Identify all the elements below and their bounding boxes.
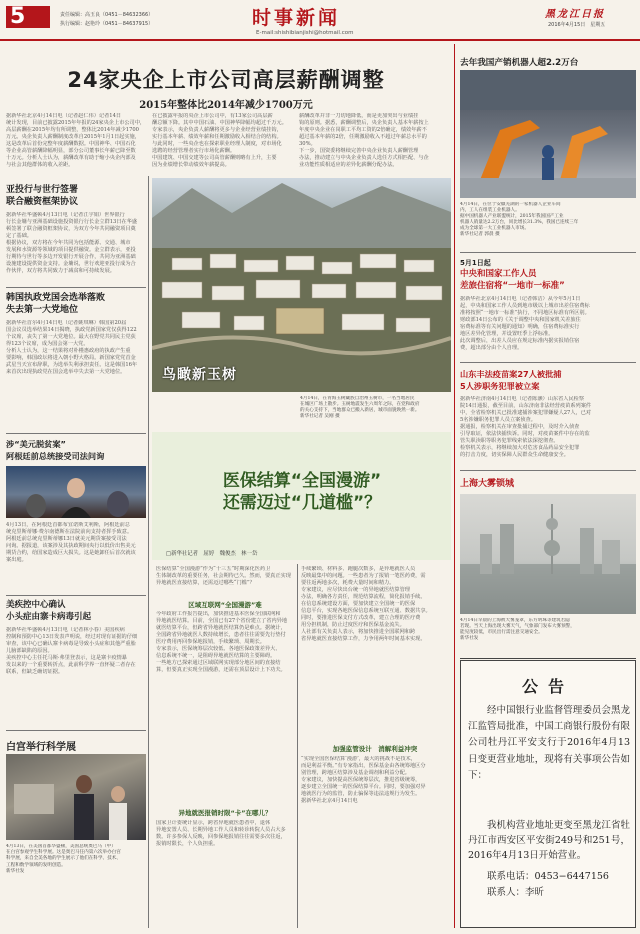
text-line: 医保结算“全国漫游”作为“十三五”时期深化医药卫	[156, 566, 271, 572]
page-header	[0, 0, 640, 34]
text-line: 钩的原则。据悉，薪酬调整后，央企负责人基本年薪按上	[299, 120, 429, 126]
text-line: 作伙伴，双方将共同致力于减贫和可持续发展。	[6, 268, 115, 274]
text-line: 下一步，国资委将继续完善中央企业负责人薪酬管理	[299, 148, 419, 154]
text-line: 的关心支持下，当地群众已搬入新居，城市面貌焕然一新。	[300, 408, 420, 413]
text-line: 美疾控中心主任托马斯·弗里登表示，这是寨卡疫情暴	[6, 655, 127, 661]
text-line: 若现。当天上海出现大雾天气，气象部门发布大雾预警，	[460, 624, 575, 629]
text-line: 生体制改革的重要任务，社会期待已久。然而，要真正实现	[156, 573, 291, 579]
text-line: 宿费标准等有关问题的通知》明确，住宿费标准实行	[460, 324, 580, 330]
text-line: 据新华社北京4月14日电（记者赵仁伟）记者14日	[6, 113, 122, 119]
notice-phone: 联系电话：0453−6447156	[487, 871, 609, 882]
text-line: 儿脑部缺陷的原因。	[6, 648, 53, 654]
text-line: 案出庭。	[6, 557, 27, 563]
col-divider-left	[148, 176, 149, 928]
fog-skyline-drawing	[460, 494, 636, 614]
text-line: 根据协议，双方将在今年共同为包括能源、交通、城市	[6, 240, 131, 246]
text-line: 异地就医直接结算，还需迈过哪些“门槛”？	[156, 580, 255, 586]
text-line: 个议席，丧失了第一大党地位。最大在野党共同民主党获	[6, 334, 136, 340]
science-fair-figures	[6, 754, 146, 840]
fog-caption	[460, 618, 636, 654]
text-line: 行长金墉与亚洲基础设施投资银行行长金立群13日在华盛	[6, 219, 138, 225]
divider	[6, 595, 146, 596]
rank-headline: 中央和国家工作人员 差旅住宿将“一地市一标准”	[460, 269, 565, 291]
text-line: 据通报，检察机关在审查批捕过程中，及时介入侦查	[460, 424, 580, 430]
text-line: 成为全球第一大工业机器人市场。	[460, 226, 529, 231]
header-email: E-mail:shishibianjishi@hotmail.com	[256, 30, 354, 36]
divider	[6, 730, 146, 731]
text-line: 来首次出现执政党在国会选举中失去第一大党地位。	[6, 369, 126, 375]
text-line: 据新华社北京4月14日电（记者韩洁）从今年5月1日	[460, 296, 581, 302]
text-line: 省异地就医直接结算工作，力争用两年时间基本实现。	[301, 636, 426, 642]
text-line: 引导取证，依法快捕快诉。同时，对疫苗案件中存在的监	[460, 431, 590, 437]
divider	[460, 470, 636, 471]
text-line: 等企业高管薪酬降幅明显，部分公司董事长年薪已降至数	[6, 148, 136, 154]
text-line: 期货合约，给国家造成巨大损失。这是她卸任后首次就该	[6, 550, 136, 556]
text-line: 中，全省检察机关已批准逮捕涉案犯罪嫌疑人27人，已对	[460, 410, 592, 416]
text-line: 算，但要真正实现全国漫游，还需在顶层设计上下功夫。	[156, 667, 286, 673]
text-line: 据中国机器人产业联盟统计，2015年我国国产工业	[460, 214, 564, 219]
text-line: 异地安置人员、长期异地工作人员和转诊转院人员占大多	[156, 827, 286, 833]
left-article-1-title: 亚投行与世行签署 联合融资框架协议	[6, 185, 79, 207]
robot-caption	[460, 202, 636, 250]
lead-body-1	[6, 113, 147, 173]
text-line: 在已披露年报的央企上市公司中，有13家公司高层薪	[152, 113, 273, 119]
text-line: 此次调整后，出差人员应在规定标准内据实报销住宿	[460, 338, 580, 344]
lead-body-3	[299, 113, 449, 173]
text-line: 数。许多参保人反映，回参保地报销往往需要多次往返，	[156, 834, 286, 840]
text-line: 手续繁琐、材料多、跑腿次数多，是异地就医人员	[301, 566, 416, 572]
text-line: 新华社发	[460, 636, 479, 641]
robot-photo	[460, 70, 636, 198]
text-line: 准将按照“一地市一标准”执行，不同地区标准有所区别。	[460, 310, 590, 316]
left-article-1-body	[6, 212, 146, 284]
header-rule	[0, 39, 640, 41]
text-line: 业功能性质相适应的差异化薪酬分配办法。	[299, 162, 398, 168]
text-line: 阿根廷前总统克里斯蒂娜13日就美元期货案接受司法	[6, 536, 127, 542]
text-line: 据新华社华盛顿4月13日电（记者江宇娟）世界银行	[6, 212, 125, 218]
yibao-sub1-body	[156, 611, 294, 793]
notice-body-2: 我机构营业地址更变至黑龙江省牡丹江市西安区平安街249号和251号，2016年4月13日开始营业。	[468, 820, 630, 862]
rank-date: 5月1日起	[460, 259, 491, 267]
text-line: 在城区广场上散步。玉树地震发生六周年之际，在党和政府	[300, 402, 420, 407]
header-date: 2016年4月15日 星期五	[548, 22, 606, 28]
text-line: 定了基础。	[6, 233, 32, 239]
text-line: 顿签署了联合融资框架协议，为双方今年共同融资项目奠	[6, 226, 136, 232]
text-line: 武星当天宣布辞职，为选举失利承担责任。这是韩国16年	[6, 362, 138, 368]
text-line: 5名涉嫌职务犯罪人员立案侦查。	[460, 417, 536, 423]
text-line: 4月14日，在青海玉树藏族自治州玉树市，一名当地居民	[300, 396, 415, 401]
argentina-photo-figure	[6, 466, 146, 518]
text-line: 这是改革后首份完整年度薪酬数据。中国神华、中国石化	[6, 141, 136, 147]
text-line: 4月13日，在美国首都华盛顿，美国总统奥巴马（中）	[6, 844, 116, 849]
divider	[6, 287, 146, 288]
text-line: 管失职渎职等职务犯罪线索依法深挖彻查。	[460, 438, 559, 444]
text-line: 异地就医结算。目前，全国已有27个省份建立了省内异地	[156, 618, 288, 624]
text-line: 新华社记者 吴刚 摄	[300, 414, 340, 419]
left-article-2-body	[6, 320, 146, 428]
yibao-intro	[156, 566, 294, 596]
text-line: 反映最集中的问题。一些患者为了报销一笔医药费，需	[301, 573, 426, 579]
text-line: 30%。	[299, 141, 316, 147]
text-line: 地区差异化管理，并设置旺季上浮标准。	[460, 331, 554, 337]
section-title: 时事新闻	[252, 7, 341, 29]
yibao-sub2: 异地就医报销时限“卡”在哪儿？	[178, 809, 272, 817]
text-line: 起，中央和国家工作人员到地市级以上城市出差住宿费标	[460, 303, 590, 309]
text-line: 检察机关表示，将继续加大对危害食品药品安全犯罪	[460, 445, 580, 451]
header-exec-editor: 执行编辑：赵艳玲（0451－84637915）	[60, 21, 154, 27]
left-article-4-body	[6, 627, 146, 727]
text-line: 超过基本年薪的2倍，任期激励收入不超过年薪总水平的	[299, 134, 427, 140]
yibao-byline: □新华社记者 屈婷 魏俊杰 林一岱	[166, 551, 258, 557]
text-line: 科学展，来自全美各地的学生展示了他们在科学、技术、	[6, 856, 121, 862]
text-line: 年度中央企业在岗职工平均工资的2倍确定，绩效年薪不	[299, 127, 427, 133]
text-line: 信息平台，实现各地医保信息系统互联互通、数据共享。	[301, 608, 431, 614]
text-line: 酬总额下降。其中中国石油、中国神华降幅均超过千万元。	[152, 120, 287, 126]
text-line: 别管理，跨地区结算涉及基金调剂和利益分配。	[301, 770, 410, 776]
text-line: 而是利益平衡。”有专家指出，医保基金由各统筹地区分	[301, 763, 426, 769]
divider	[460, 362, 636, 363]
text-line: 实行基本年薪、绩效年薪和任期激励收入相结合的结构。	[152, 134, 282, 140]
text-line: 据新华社首尔4月14日电（记者姚琪琳）韩国第20届	[6, 320, 127, 326]
text-line: 万元。央企负责人薪酬制度改革自2015年1月1日起实施，	[6, 134, 140, 140]
yibao-sub1: 区域互联网“全国漫游”难	[188, 601, 262, 609]
robot-factory-drawing	[460, 70, 636, 198]
text-line: 一些地方已探索通过区域联网实现部分地区间的直接结	[156, 660, 281, 666]
text-line: 统克里斯蒂娜·费尔南德斯在法院前向支持者挥手致意。	[6, 529, 133, 535]
text-line: 专家建议，应尽快出台统一的异地就医结算管理	[301, 587, 410, 593]
text-line: 分析人士认为，这一结果将对朴槿惠政府的执政产生重	[6, 348, 131, 354]
text-line: 要往返两地多次，耗费大量时间和精力。	[301, 580, 395, 586]
text-line: 设施建设提供资金支持。金墉说，世行欢迎亚投行成为合	[6, 261, 136, 267]
text-line: 逐步建立全国统一的医保结算平台。同时，要加强对异	[301, 784, 426, 790]
text-line: 发展和水资源等领域的项目提供融资。金立群表示，亚投	[6, 247, 136, 253]
text-line: 新华社发	[6, 868, 25, 874]
text-line: 全国跨省异地就医人数持续增长，患者往往需要先行垫付	[156, 632, 286, 638]
text-line: 选聘的经营管理者实行市场化薪酬。	[152, 148, 236, 154]
text-line: 高层薪酬在2015年均有所调整，整体比2014年减少1700	[6, 127, 139, 133]
yushu-photo-label: 鸟瞰新玉树	[162, 367, 237, 383]
yibao-col-b	[301, 566, 449, 738]
left-article-3-body	[6, 522, 146, 580]
text-line: 财政部14日公布的《关于调整中央和国家机关差旅住	[460, 317, 581, 323]
text-line: 在白宫参观学生科学展。这是奥巴马任内第六次举办白宫	[6, 850, 121, 856]
text-line: 工程和数学领域的发明创造。	[6, 862, 66, 868]
text-line: 今年政府工作报告提出，加快推进基本医保全国联网和	[156, 611, 281, 617]
text-line: “实现全国医保结算‘漫游’，最大的挑战不是技术，	[301, 756, 416, 762]
text-line: 在信息系统建设方面，要加快建立全国统一的医保	[301, 601, 416, 607]
text-line: 机器人销量达2.2万台，同比增长31.3%，我国已连续三年	[460, 220, 579, 225]
text-line: 同时，要推进医保支付方式改革，建立合理的医疗费	[301, 615, 421, 621]
fraud-headline: 山东丰法疫苗案27人被批捕 5人涉职务犯罪被立案	[460, 369, 562, 391]
rank-body	[460, 296, 636, 356]
text-line: 因为业绩增长带动绩效年薪提高。	[152, 162, 230, 168]
robot-headline: 去年我国产销机器人超2.2万台	[460, 58, 579, 68]
text-line: 发以来的一个重要转折点，此前科学界一直怀疑二者存在	[6, 662, 136, 668]
text-line: 与社会其他群体的收入差距。	[6, 162, 74, 168]
fog-headline: 上海大雾锁城	[460, 479, 515, 489]
text-line: 医疗费用再回参保地报销，手续繁琐、周期长。	[156, 639, 265, 645]
text-line: 国会议员选举结果14日揭晓，执政党新国家党仅获得122	[6, 327, 137, 333]
text-line: 地就医行为的监管，防止骗保等违法违规行为发生。	[301, 791, 421, 797]
notice-body: 经中国银行业监督管理委员会黑龙江监管局批准，中国工商银行股份有限公司牡丹江平安支行于2016年4月13日变更营业地址，现将有关事项公告如下：	[468, 705, 630, 781]
paper-name: 黑龙江日报	[545, 9, 605, 20]
left-article-4-title: 美疾控中心确认 小头症由寨卡病毒引起	[6, 600, 92, 622]
text-line: 控制和预防中心13日发表声明说，经过对现有证据的仔细	[6, 634, 138, 640]
left-article-5-title: 白宫举行科学展	[6, 742, 76, 753]
science-fair-caption	[6, 844, 146, 928]
center-divider	[297, 564, 298, 928]
text-line: 专家建议，加快提高医保统筹层次，推进省级统筹，	[301, 777, 421, 783]
page-number: 5	[10, 4, 26, 29]
text-line: 要影响，韩国政坛将进入朝小野大格局。新国家党党首金	[6, 355, 136, 361]
text-line: 国家卫计委统计显示，跨省异地就医患者中，退休	[156, 820, 271, 826]
text-line: 问询。据报道，该案涉及其执政期间央行以低价出售美元	[6, 543, 136, 549]
text-line: 内，工人在组装工业机器人。	[460, 208, 520, 213]
text-line: 报销时限长，个人负担重。	[156, 841, 219, 847]
yushu-photo-caption	[300, 396, 450, 432]
fog-photo	[460, 494, 636, 614]
text-line: 中国建筑、中国交建等公司高管薪酬则略有上升，主要	[152, 155, 277, 161]
header-editor: 责任编辑：高玉良（0451－84632366）	[60, 12, 154, 18]
text-line: 办法，明确各方责任，规范结算流程，简化报销手续。	[301, 594, 426, 600]
lead-body-2	[152, 113, 294, 173]
text-line: 据新华社华盛顿4月13日电（记者林小春）美国疾病	[6, 627, 125, 633]
text-line: 审查，该中心已确认寨卡病毒是导致小头症和其他严重胎	[6, 641, 136, 647]
text-line: 专家表示，央企负责人薪酬将更多与企业经营业绩挂钩，	[152, 127, 282, 133]
yibao-headline: 医保结算“全国漫游” 还需迈过“几道槛”？	[222, 471, 382, 513]
col-divider-right	[454, 44, 455, 928]
text-line: 行期待与世行等多边开发银行开展合作，共同为亚洲基础	[6, 254, 136, 260]
left-article-2-title: 韩国执政党国会选举落败 失去第一大党地位	[6, 293, 106, 315]
lead-subtitle: 2015年整体比2014年减少1700万元	[139, 100, 313, 111]
text-line: 据新华社北京4月14日电	[301, 798, 358, 804]
text-line: 统计发现，目前已披露2015年年报的24家央企上市公司中，	[6, 120, 146, 126]
text-line: 人社部有关负责人表示，将加快推进全国联网和跨	[301, 629, 416, 635]
argentina-photo	[6, 466, 146, 518]
text-line: 与此同时，一些央企也在探索职业经理人制度，对市场化	[152, 141, 282, 147]
text-line: 4月14日，在位于安徽芜湖的一家机器人企业车间	[460, 202, 561, 207]
lead-headline: 24家央企上市公司高层薪酬调整	[67, 68, 385, 92]
yushu-aerial-photo	[152, 178, 451, 392]
text-line: 能见度较低，市民出行需注意交通安全。	[460, 630, 543, 635]
divider	[460, 252, 636, 253]
text-line: 据新华社济南4月14日电（记者陈灏）山东省人民检察	[460, 396, 585, 402]
yibao-sub3: 加强监管设计 消解利益冲突	[332, 745, 418, 753]
text-line: 就医结算平台，但跨省异地就医结算仍是难点。据统计，	[156, 625, 286, 631]
text-line: 联系，但缺乏确切证据。	[6, 669, 64, 675]
text-line: 得123个议席，成为国会第一大党。	[6, 341, 89, 347]
text-line: 4月14日早晨的上海被大雾笼罩，东方明珠等建筑若隐	[460, 618, 570, 623]
fraud-body	[460, 396, 636, 466]
text-line: 院14日通报，截至目前，山东济南非法经营疫苗系列案件	[460, 403, 592, 409]
text-line: 新华社记者 郭晨 摄	[460, 232, 500, 237]
text-line: 的打击力度，切实保障人民群众生命健康安全。	[460, 452, 569, 458]
text-line: 薪酬改革并非一刀切地降低，而是更加突出与业绩挂	[299, 113, 419, 119]
text-line: 专家表示，医保统筹层次较低、各地医保政策差异大、	[156, 646, 281, 652]
text-line: 十万元。分析人士认为，薪酬改革有助于缩小央企内部及	[6, 155, 136, 161]
text-line: 4月13日，在阿根廷首都布宜诺斯艾利斯，阿根廷前总	[6, 522, 131, 528]
yibao-sub3-body	[301, 756, 449, 926]
divider	[460, 658, 636, 659]
science-fair-photo	[6, 754, 146, 840]
notice-title: 公告	[521, 677, 574, 696]
left-article-3-title: 涉“美元脱贫案” 阿根廷前总统接受司法问询	[6, 439, 105, 461]
text-line: 费，超出部分由个人自理。	[460, 345, 523, 351]
text-line: 用分担机制，防止过度医疗和医保基金流失。	[301, 622, 405, 628]
yushu-town-drawing	[152, 178, 451, 392]
text-line: 信息系统不统一，是阻碍异地就医结算的主要障碍。	[156, 653, 276, 659]
text-line: 办法，推动建立与中央企业负责人选任方式相匹配、与企	[299, 155, 429, 161]
notice-contact: 联系人：李昕	[487, 887, 545, 898]
yibao-sub2-body	[156, 820, 294, 926]
divider	[6, 433, 146, 434]
